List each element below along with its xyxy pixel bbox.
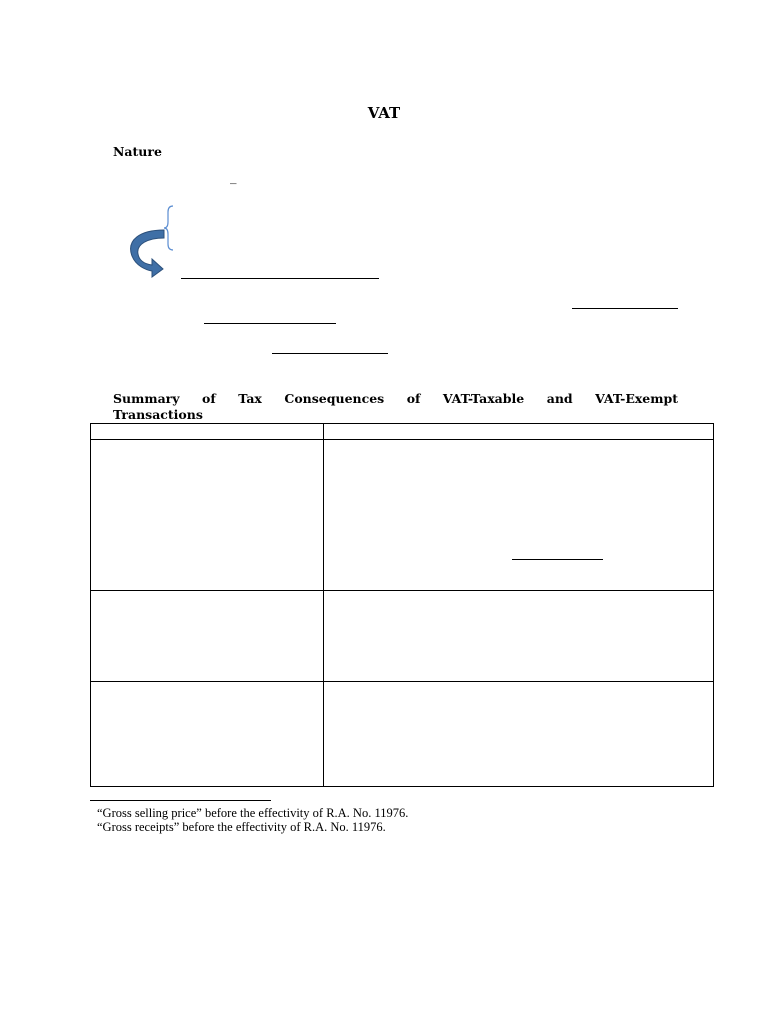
tax-consequences-table [90,423,714,787]
table-cell [91,424,324,440]
footnote-2: “Gross receipts” before the effectivity of R.A. No. 11976. [97,820,386,834]
blank-line [512,559,603,560]
footnote-1: “Gross selling price” before the effectivity of R.A. No. 11976. [97,806,409,820]
document-title: VAT [367,104,401,122]
footnote-separator [90,800,271,801]
blank-line [572,308,678,309]
summary-heading-line-2: Transactions [113,407,203,422]
table-cell [91,440,324,591]
curved-arrow-diagram [120,200,180,284]
blank-line [272,353,388,354]
summary-heading [113,391,678,423]
nature-heading: Nature [113,144,162,159]
blank-line [181,278,379,279]
table-cell [324,424,714,440]
table-row [91,591,714,682]
table-cell [91,591,324,682]
nature-dash: _ [230,170,237,185]
table-cell [324,440,714,591]
blank-line [204,323,336,324]
table-cell [324,682,714,787]
table-header-row [91,424,714,440]
curved-arrow-icon [131,230,164,277]
table-row [91,440,714,591]
table-cell [91,682,324,787]
brace-icon [164,206,173,250]
table-cell [324,591,714,682]
summary-heading-line-1: Summary of Tax Consequences of VAT-Taxable and VAT-Exempt [113,391,678,406]
table-row [91,682,714,787]
